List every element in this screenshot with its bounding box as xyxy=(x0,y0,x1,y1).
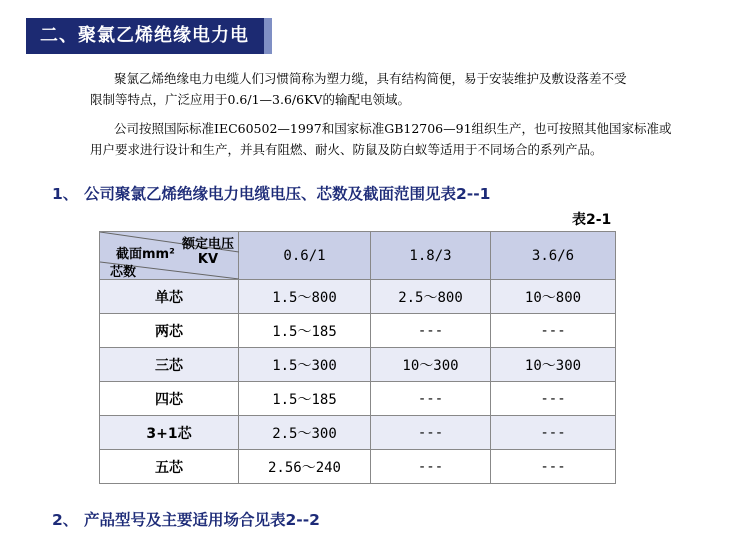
row-name: 3+1芯 xyxy=(100,416,239,450)
corner-section-label: 截面mm² xyxy=(116,247,175,262)
table-cell: 1.5～185 xyxy=(239,382,371,416)
table-cell: --- xyxy=(491,416,616,450)
intro-line-3: 公司按照国际标准IEC60502—1997和国家标准GB12706—91组织生产，也可按照其他国家标准或 xyxy=(114,121,672,136)
table-cell: 1.5～800 xyxy=(239,280,371,314)
section-2-title xyxy=(52,508,320,530)
section-2-text: 产品型号及主要适用场合见表2--2 xyxy=(84,511,320,529)
col-header-1: 0.6/1 xyxy=(239,232,371,280)
table-cell: 1.5～300 xyxy=(239,348,371,382)
row-name: 五芯 xyxy=(100,450,239,484)
section-1-text: 公司聚氯乙烯绝缘电力电缆电压、芯数及截面范围见表2--1 xyxy=(84,185,491,203)
table-header-row xyxy=(100,232,616,280)
table-label: 表2-1 xyxy=(572,212,612,228)
col-header-2: 1.8/3 xyxy=(371,232,491,280)
spec-table xyxy=(99,231,616,484)
table-row xyxy=(100,382,616,416)
table-row xyxy=(100,314,616,348)
row-name: 单芯 xyxy=(100,280,239,314)
table-cell: 2.5～300 xyxy=(239,416,371,450)
table-cell: --- xyxy=(371,450,491,484)
intro-paragraph-2 xyxy=(90,118,730,160)
corner-cores-label: 芯数 xyxy=(110,265,137,280)
table-row xyxy=(100,416,616,450)
intro-line-2: 限制等特点，广泛应用于0.6/1—3.6/6KV的输配电领域。 xyxy=(90,92,410,107)
table-cell: 10～300 xyxy=(371,348,491,382)
table-cell: --- xyxy=(371,314,491,348)
col-header-3: 3.6/6 xyxy=(491,232,616,280)
table-corner-cell xyxy=(100,232,239,280)
table-cell: --- xyxy=(491,382,616,416)
intro-line-1: 聚氯乙烯绝缘电力电缆人们习惯简称为塑力缆，具有结构简便，易于安装维护及敷设落差不受 xyxy=(114,71,627,86)
row-name: 三芯 xyxy=(100,348,239,382)
table-cell: --- xyxy=(491,314,616,348)
table-cell: 2.5～800 xyxy=(371,280,491,314)
row-name: 两芯 xyxy=(100,314,239,348)
corner-voltage-label: 额定电压KV xyxy=(181,237,234,267)
table-row xyxy=(100,348,616,382)
intro-paragraph-1 xyxy=(90,68,730,110)
section-2-number: 2、 xyxy=(52,511,79,529)
table-row xyxy=(100,450,616,484)
table-cell: 10～800 xyxy=(491,280,616,314)
table-row xyxy=(100,280,616,314)
row-name: 四芯 xyxy=(100,382,239,416)
table-cell: --- xyxy=(371,382,491,416)
table-cell: 1.5～185 xyxy=(239,314,371,348)
table-cell: 10～300 xyxy=(491,348,616,382)
table-cell: --- xyxy=(371,416,491,450)
table-cell: --- xyxy=(491,450,616,484)
section-1-number: 1、 xyxy=(52,185,79,203)
intro-line-4: 用户要求进行设计和生产，并具有阻燃、耐火、防鼠及防白蚁等适用于不同场合的系列产品。 xyxy=(90,142,603,157)
section-1-title xyxy=(52,182,490,204)
table-cell: 2.56～240 xyxy=(239,450,371,484)
section-header: 二、聚氯乙烯绝缘电力电缆 xyxy=(26,18,272,54)
